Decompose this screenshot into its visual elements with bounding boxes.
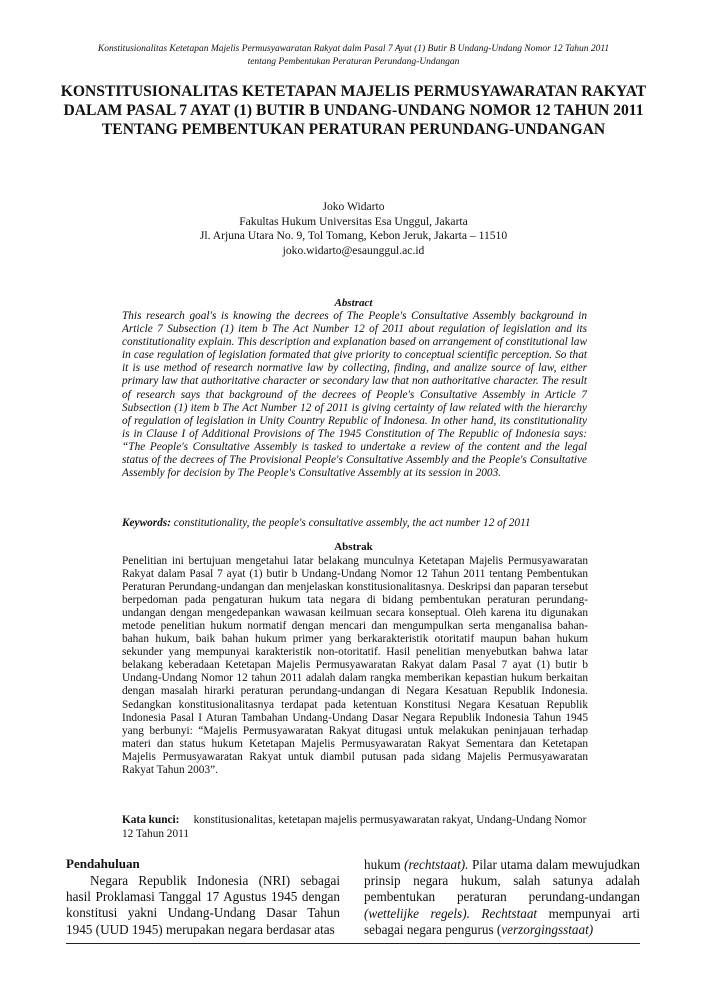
author-affiliation: Fakultas Hukum Universitas Esa Unggul, Jakarta	[239, 214, 468, 228]
intro-right-part-1: hukum	[364, 857, 405, 872]
author-name: Joko Widarto	[322, 200, 385, 213]
section-heading-pendahuluan: Pendahuluan	[66, 856, 140, 871]
kata-kunci	[122, 813, 592, 841]
intro-right-part-2: (rechtstaat).	[404, 857, 469, 872]
author-address: Jl. Arjuna Utara No. 9, Tol Tomang, Kebon Jeruk, Jakarta – 11510	[199, 229, 508, 243]
keywords-en	[122, 516, 592, 530]
kata-kunci-label: Kata kunci:	[122, 814, 180, 826]
abstrak-text: Penelitian ini bertujuan mengetahui latar belakang munculnya Ketetapan Majelis Permusyawaratan Rakyat dalam Pasal 7 ayat (1) butir b Undang-Undang Nomor 12 Tahun 2011 tentang Pembentukan Peraturan Perundang-undangan dan menjelaskan konstitusionalitasnya. Deskripsi dan paparan tersebut berpedoman pada pengaturan hukum tata negara di bidang pembentukan peraturan perundang-undangan dengan mengedepankan wawasan keilmuan secara konseptual. Oleh karena itu digunakan metode penelitian hukum normatif dengan mencari dan mengumpulkan serta menganalisa bahan-bahan hukum, baik bahan hukum primer yang berkarakteristik otoritatif maupun bahan hukum sekunder yang mempunyai karakteristik non-otoritatif. Hasil penelitian menyebutkan bahwa latar belakang keberadaan Ketetapan Majelis Permusyawaratan Rakyat dalam Pasal 7 ayat (1) butir b Undang-Undang Nomor 12 tahun 2011 adalah dalam rangka memberikan kepastian hukum berkaitan dengan masalah hirarki peraturan perundang-undangan di Negara Kesatuan Republik Indonesia. Sedangkan konstitusionalitasnya terdapat pada ketentuan Konstitusi Negara Kesatuan Republik Indonesia Pasal I Aturan Tambahan Undang-Undang Dasar Negara Republik Indonesia Tahun 1945 yang berbunyi: “Majelis Permusyawaratan Rakyat ditugasi untuk melakukan peninjauan terhadap materi dan status hukum Ketetapan Majelis Permusyawaratan Rakyat Sementara dan Ketetapan Majelis Permusyawaratan Rakyat untuk diambil putusan pada sidang Majelis Permusyawaratan Rakyat Tahun 2003”.	[122, 555, 588, 776]
running-head-line-1: Konstitusionalitas Ketetapan Majelis Permusyawaratan Rakyat dalm Pasal 7 Ayat (1) Butir B Undang-Undang Nomor 12 Tahun 2011	[97, 44, 610, 54]
intro-right-part-6: verzorgingsstaat)	[501, 921, 594, 937]
abstract-heading: Abstract	[334, 297, 373, 309]
intro-right-part-5: mempunyai arti sebagai negara pengurus (	[364, 905, 640, 937]
kata-kunci-text: konstitusionalitas, ketetapan majelis permusyawaratan rakyat, Undang-Undang Nomor 12 Tahun 2011	[122, 814, 587, 840]
author-block	[50, 200, 657, 258]
intro-right-part-4: (wettelijke regels). Rechtstaat	[364, 905, 538, 921]
keywords-label: Keywords:	[122, 517, 171, 529]
running-head	[40, 43, 667, 69]
footer-rule	[66, 943, 640, 944]
keywords-text: constitutionality, the people's consultative assembly, the act number 12 of 2011	[173, 517, 531, 529]
running-head-line-2: tentang Pembentukan Peraturan Perundang-Undangan	[247, 57, 460, 67]
paper-title: KONSTITUSIONALITAS KETETAPAN MAJELIS PERMUSYAWARATAN RAKYAT DALAM PASAL 7 AYAT (1) BUTIR B UNDANG-UNDANG NOMOR 12 TAHUN 2011 TENTANG PEMBENTUKAN PERATURAN PERUNDANG-UNDANGAN	[60, 83, 647, 138]
intro-left-column: Negara Republik Indonesia (NRI) sebagai hasil Proklamasi Tanggal 17 Agustus 1945 dengan konstitusi yakni Undang-Undang Dasar Tahun 1945 (UUD 1945) merupakan negara berdasar atas	[66, 873, 340, 937]
intro-right-column	[364, 857, 640, 938]
abstract-text: This research goal's is knowing the decrees of The People's Consultative Assembly background in Article 7 Subsection (1) item b The Act Number 12 of 2011 about regulation of legislation and its constitutionality explain. This description and explanation based on arrangement of constitutional law in case regulation of legislation formated that give priority to conceptual scientific perception. So that it is use method of research normative law by collecting, finding, and analize source of law, either primary law that authoritative character or secondary law that non authoritative character. The result of research says that background of the decrees of People's Consultative Assembly in Article 7 Subsection (1) item b The Act Number 12 of 2011 is giving certainty of law related with the hierarchy of regulation of legislation in Unity Country Republic of Indonesa. In other hand, its constitutionality is in Clause I of Additional Provisions of The 1945 Constitution of The Republic of Indonesia says: “The People's Consultative Assembly is tasked to undertake a review of the content and the legal status of the decrees of The Provisional People's Consultative Assembly and the People's Consultative Assembly for decision by The People's Consultative Assembly at its session in 2003.	[122, 310, 587, 480]
author-email[interactable]: joko.widarto@esaunggul.ac.id	[282, 243, 425, 257]
abstrak-heading: Abstrak	[334, 541, 373, 553]
intro-right-part-3: Pilar utama dalam mewujudkan prinsip negara hukum, salah satunya adalah pembentukan peraturan perundang-undangan	[364, 857, 640, 905]
